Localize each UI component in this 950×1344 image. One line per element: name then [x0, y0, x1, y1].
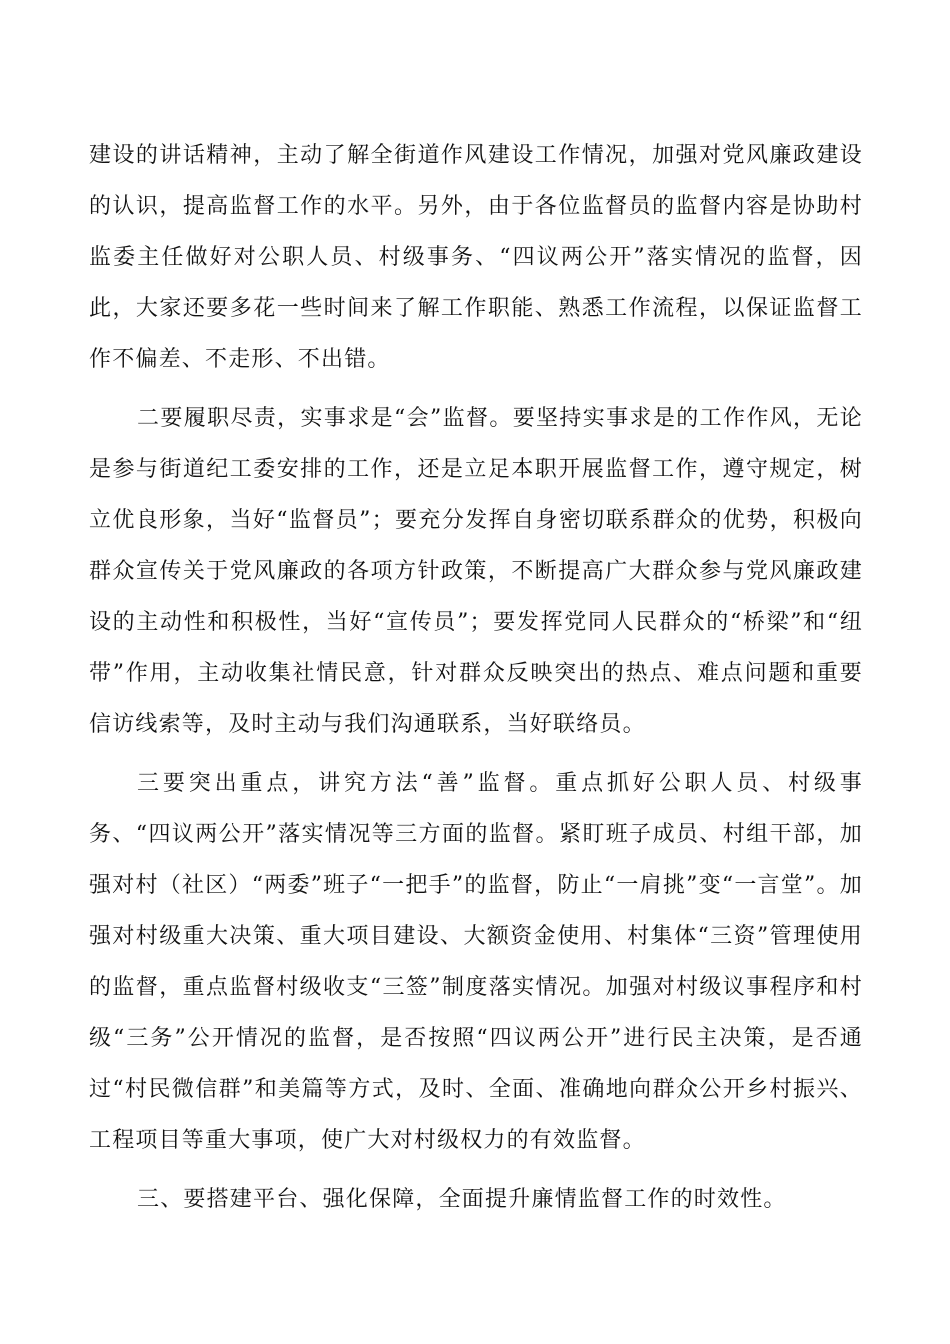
section-heading: 三、要搭建平台、强化保障，全面提升廉情监督工作的时效性。 [137, 1187, 787, 1212]
paragraph-continuation: 建设的讲话精神，主动了解全街道作风建设工作情况，加强对党风廉政建设的认识，提高监督工作的水平。另外，由于各位监督员的监督内容是协助村监委主任做好对公职人员、村级事务、“四议两公开”落实情况的监督，因此，大家还要多花一些时间来了解工作职能、熟悉工作流程，以保证监督工作不偏差、不走形、不出错。 [89, 143, 863, 372]
document-body [89, 130, 863, 1225]
paragraph-duty: 二要履职尽责，实事求是“会”监督。要坚持实事求是的工作作风，无论是参与街道纪工委安排的工作，还是立足本职开展监督工作，遵守规定，树立优良形象，当好“监督员”；要充分发挥自身密切联系群众的优势，积极向群众宣传关于党风廉政的各项方针政策，不断提高广大群众参与党风廉政建设的主动性和积极性，当好“宣传员”；要发挥党同人民群众的“桥梁”和“纽带”作用，主动收集社情民意，针对群众反映突出的热点、难点问题和重要信访线索等，及时主动与我们沟通联系，当好联络员。 [89, 406, 863, 737]
paragraph-focus: 三要突出重点，讲究方法“善”监督。重点抓好公职人员、村级事务、“四议两公开”落实情况等三方面的监督。紧盯班子成员、村组干部，加强对村（社区）“两委”班子“一把手”的监督，防止“一肩挑”变“一言堂”。加强对村级重大决策、重大项目建设、大额资金使用、村集体“三资”管理使用的监督，重点监督村级收支“三签”制度落实情况。加强对村级议事程序和村级“三务”公开情况的监督，是否按照“四议两公开”进行民主决策，是否通过“村民微信群”和美篇等方式，及时、全面、准确地向群众公开乡村振兴、工程项目等重大事项，使广大对村级权力的有效监督。 [89, 771, 863, 1153]
